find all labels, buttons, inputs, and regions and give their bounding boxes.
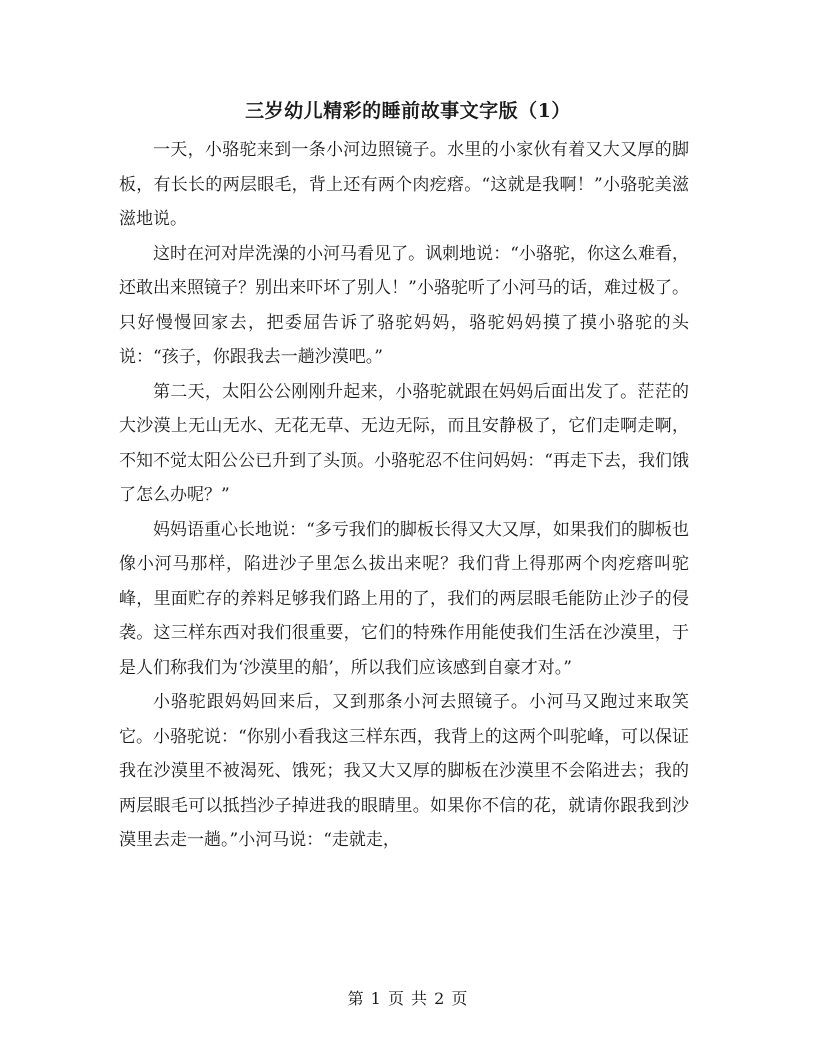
page-number-footer: 第 1 页 共 2 页: [347, 989, 469, 1008]
paragraph: 这时在河对岸洗澡的小河马看见了。讽刺地说：“小骆驼，你这么难看，还敢出来照镜子？别出来吓坏了别人！”小骆驼听了小河马的话，难过极了。只好慢慢回家去，把委屈告诉了骆驼妈妈，骆驼妈妈摸了摸小骆驼的头说：“孩子，你跟我去一趟沙漠吧。”: [119, 243, 689, 367]
paragraph: 小骆驼跟妈妈回来后，又到那条小河去照镜子。小河马又跑过来取笑它。小骆驼说：“你别小看我这三样东西，我背上的这两个叫驼峰，可以保证我在沙漠里不被渴死、饿死；我又大又厚的脚板在沙漠里不会陷进去；我的两层眼毛可以抵挡沙子掉进我的眼睛里。如果你不信的花，就请你跟我到沙漠里去走一趟。”小河马说：“走就走，: [119, 692, 689, 850]
document-body: [119, 133, 689, 858]
document-title: 三岁幼儿精彩的睡前故事文字版（1）: [245, 100, 571, 122]
paragraph: 一天，小骆驼来到一条小河边照镜子。水里的小家伙有着又大又厚的脚板，有长长的两层眼毛，背上还有两个肉疙瘩。“这就是我啊！”小骆驼美滋滋地说。: [119, 140, 689, 229]
paragraph: 第二天，太阳公公刚刚升起来，小骆驼就跟在妈妈后面出发了。茫茫的大沙漠上无山无水、无花无草、无边无际，而且安静极了，它们走啊走啊，不知不觉太阳公公已升到了头顶。小骆驼忍不住问妈妈：“再走下去，我们饿了怎么办呢？”: [119, 381, 689, 505]
paragraph: 妈妈语重心长地说：“多亏我们的脚板长得又大又厚，如果我们的脚板也像小河马那样，陷进沙子里怎么拔出来呢？我们背上得那两个肉疙瘩叫驼峰，里面贮存的养料足够我们路上用的了，我们的两层眼毛能防止沙子的侵袭。这三样东西对我们很重要，它们的特殊作用能使我们生活在沙漠里，于是人们称我们为‘沙漠里的船’，所以我们应该感到自豪才对。”: [119, 519, 689, 678]
